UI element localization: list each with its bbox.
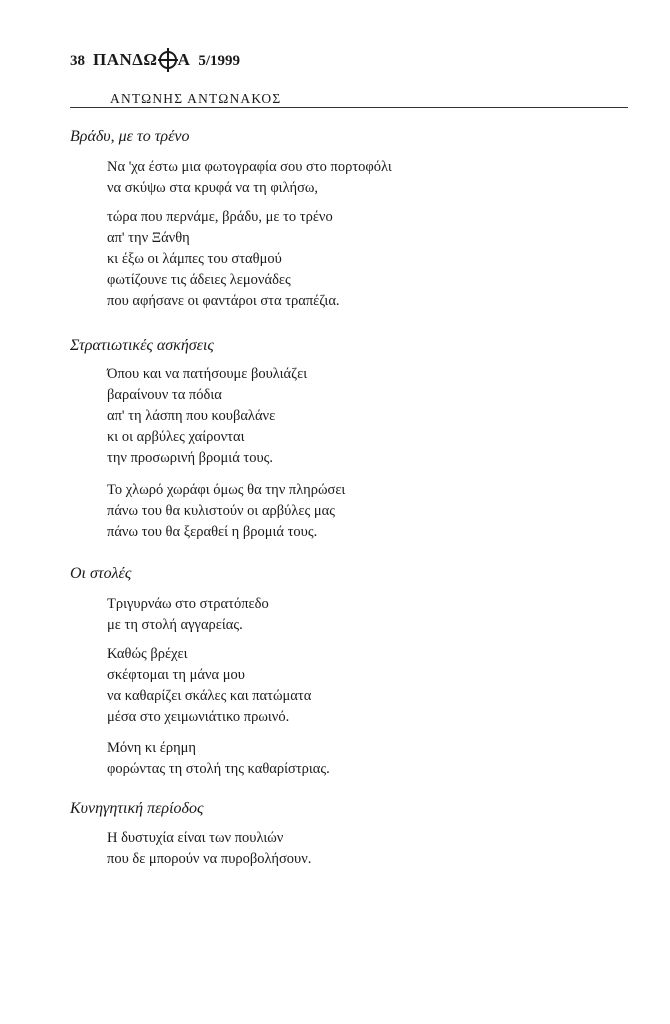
poem-line: που δε μπορούν να πυροβολήσουν. <box>107 851 312 867</box>
poem-line: απ' την Ξάνθη <box>107 230 190 246</box>
poem-line: να καθαρίζει σκάλες και πατώματα <box>107 688 312 704</box>
poem-line: Το χλωρό χωράφι όμως θα την πληρώσει <box>107 482 346 498</box>
poem-title: Βράδυ, με το τρένο <box>70 128 190 145</box>
journal-name <box>93 50 190 70</box>
stanza <box>107 738 330 780</box>
poem-line: με τη στολή αγγαρείας. <box>107 617 243 633</box>
poem-line: κι οι αρβύλες χαίρονται <box>107 429 245 445</box>
poem-title: Κυνηγητική περίοδος <box>70 800 204 817</box>
poem-line: φορώντας τη στολή της καθαρίστριας. <box>107 761 330 777</box>
poem-line: μέσα στο χειμωνιάτικο πρωινό. <box>107 709 290 725</box>
poem-line: Να 'χα έστω μια φωτογραφία σου στο πορτοφόλι <box>107 159 392 175</box>
stanza <box>107 594 269 636</box>
stanza <box>107 157 392 199</box>
issue-number: 5/1999 <box>198 53 241 69</box>
poem-title: Οι στολές <box>70 565 132 582</box>
stanza <box>107 644 311 728</box>
page-number: 38 <box>70 53 85 69</box>
poem-line: Τριγυρνάω στο στρατόπεδο <box>107 596 269 612</box>
poem-line: τώρα που περνάμε, βράδυ, με το τρένο <box>107 209 333 225</box>
poem-line: πάνω του θα ξεραθεί η βρομιά τους. <box>107 524 318 540</box>
poem-line: φωτίζουνε τις άδειες λεμονάδες <box>107 272 291 288</box>
stanza <box>107 828 311 870</box>
header-divider <box>70 107 628 108</box>
poem-line: απ' τη λάσπη που κουβαλάνε <box>107 408 276 424</box>
poem-title: Στρατιωτικές ασκήσεις <box>70 337 214 354</box>
poem-line: Όπου και να πατήσουμε βουλιάζει <box>107 366 308 382</box>
journal-name-left: ΠΑΝΔΩ <box>93 50 158 69</box>
poem-line: να σκύψω στα κρυφά να τη φιλήσω, <box>107 180 319 196</box>
stanza <box>107 207 340 312</box>
journal-logo-icon <box>159 51 177 69</box>
poem-line: την προσωρινή βρομιά τους. <box>107 450 274 466</box>
poem-line: βαραίνουν τα πόδια <box>107 387 222 403</box>
author-name: ΑΝΤΩΝΗΣ ΑΝΤΩΝΑΚΟΣ <box>110 91 282 106</box>
poem-line: σκέφτομαι τη μάνα μου <box>107 667 245 683</box>
poem-line: Η δυστυχία είναι των πουλιών <box>107 830 284 846</box>
poem-line: πάνω του θα κυλιστούν οι αρβύλες μας <box>107 503 335 519</box>
poem-line: κι έξω οι λάμπες του σταθμού <box>107 251 282 267</box>
stanza <box>107 480 345 543</box>
poem-line: Καθώς βρέχει <box>107 646 188 662</box>
poem-line: που αφήσανε οι φαντάροι στα τραπέζια. <box>107 293 340 309</box>
running-header <box>70 50 240 70</box>
journal-name-right: Α <box>177 50 191 69</box>
stanza <box>107 364 307 469</box>
poem-line: Μόνη κι έρημη <box>107 740 197 756</box>
